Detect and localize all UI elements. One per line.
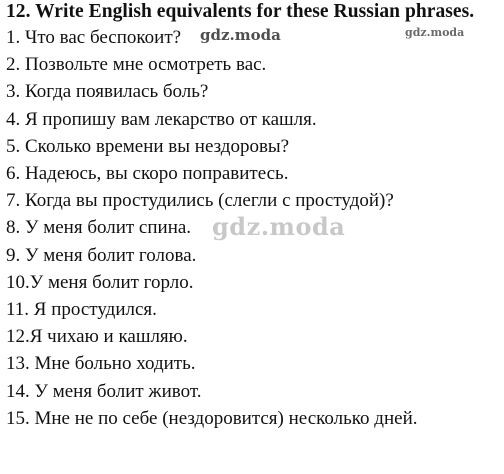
phrase-item-7: 7. Когда вы простудились (слегли с простудой)?: [6, 190, 394, 212]
phrase-item-10: 10.У меня болит горло.: [6, 271, 194, 293]
phrase-item-15: 15. Мне не по себе (нездоровится) несколько дней.: [6, 407, 418, 429]
phrase-item-14: 14. У меня болит живот.: [6, 380, 202, 402]
phrase-item-3: 3. Когда появилась боль?: [6, 81, 209, 103]
phrase-item-12: 12.Я чихаю и кашляю.: [6, 326, 188, 348]
phrase-item-8: 8. У меня болит спина.: [6, 217, 192, 239]
phrase-item-9: 9. У меня болит голова.: [6, 244, 197, 266]
phrase-item-6: 6. Надеюсь, вы скоро поправитесь.: [6, 163, 289, 185]
watermark: gdz.moda: [212, 212, 346, 241]
phrase-item-13: 13. Мне больно ходить.: [6, 353, 196, 375]
watermark: gdz.moda: [200, 26, 281, 44]
exercise-title: 12. Write English equivalents for these Russian phrases.: [6, 1, 475, 22]
watermark: gdz.moda: [405, 26, 465, 39]
phrase-item-11: 11. Я простудился.: [6, 299, 157, 321]
phrase-item-1: 1. Что вас беспокоит?: [6, 27, 182, 48]
phrase-item-4: 4. Я пропишу вам лекарство от кашля.: [6, 108, 317, 130]
phrase-item-2: 2. Позвольте мне осмотреть вас.: [6, 54, 267, 76]
phrase-item-5: 5. Сколько времени вы нездоровы?: [6, 135, 290, 157]
